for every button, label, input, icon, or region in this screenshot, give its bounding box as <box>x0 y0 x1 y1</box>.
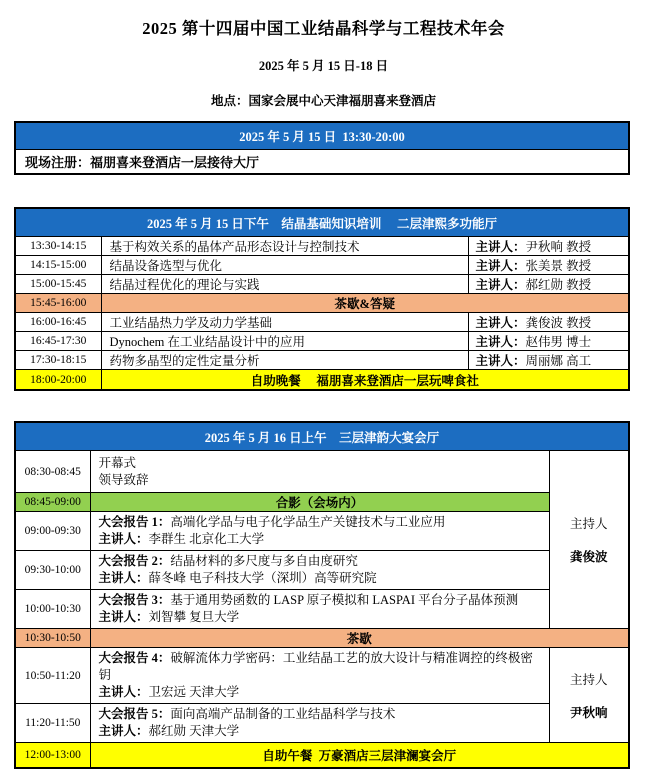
opening-line-1: 开幕式 <box>98 455 137 470</box>
dinner-row <box>15 370 629 391</box>
speaker-label: 主讲人： <box>475 240 526 254</box>
speaker-cell <box>468 256 629 275</box>
speaker-label: 主讲人： <box>475 259 526 273</box>
registration-banner: 2025 年 5 月 15 日 13:30-20:00 <box>15 122 629 150</box>
speaker-label: 主讲人： <box>475 335 526 349</box>
speaker-name: 卫宏远 天津大学 <box>148 685 240 699</box>
speaker-name: 赵伟男 博士 <box>525 335 592 349</box>
time-cell: 14:15-15:00 <box>15 256 101 275</box>
time-cell: 08:45-09:00 <box>15 493 90 512</box>
report-label: 大会报告 1： <box>98 515 171 529</box>
speaker-label: 主讲人： <box>98 610 149 624</box>
speaker-cell <box>468 332 629 351</box>
lunch-row <box>15 743 629 769</box>
training-banner: 2025 年 5 月 15 日下午 结晶基础知识培训 二层津熙多功能厅 <box>15 208 629 237</box>
opening-line-2: 领导致辞 <box>98 472 149 487</box>
host-cell-late-morning <box>549 648 629 743</box>
topic-cell: 药物多晶型的定性定量分析 <box>101 351 468 370</box>
time-cell: 10:50-11:20 <box>15 648 90 704</box>
training-row-1 <box>15 237 629 256</box>
speaker-name: 周丽娜 高工 <box>525 354 592 368</box>
report-cell <box>90 648 549 704</box>
speaker-label: 主讲人： <box>475 278 526 292</box>
report-label: 大会报告 5： <box>98 707 171 721</box>
speaker-name: 薛冬峰 电子科技大学（深圳）高等研究院 <box>148 571 377 585</box>
speaker-cell <box>468 351 629 370</box>
page-header <box>0 15 647 109</box>
conference-dates: 2025 年 5 月 15 日-18 日 <box>258 59 389 73</box>
report-row-4 <box>15 648 629 704</box>
time-cell: 10:00-10:30 <box>15 590 90 629</box>
plenary-banner-row <box>15 422 629 451</box>
training-row-2 <box>15 256 629 275</box>
speaker-cell <box>468 275 629 294</box>
report-title: 破解流体力学密码：工业结晶工艺的放大设计与精准调控的终极密钥 <box>98 651 533 682</box>
tea-break-row <box>15 294 629 313</box>
training-row-4 <box>15 313 629 332</box>
time-cell: 08:30-08:45 <box>15 451 90 493</box>
speaker-name: 刘智攀 复旦大学 <box>148 610 240 624</box>
time-cell: 17:30-18:15 <box>15 351 101 370</box>
training-banner-row <box>15 208 629 237</box>
topic-cell: 结晶设备选型与优化 <box>101 256 468 275</box>
lunch-label: 自助午餐 万豪酒店三层津澜宴会厅 <box>90 743 629 769</box>
host-label: 主持人 <box>569 672 608 687</box>
time-cell: 15:00-15:45 <box>15 275 101 294</box>
tea-break-label: 茶歇&答疑 <box>101 294 629 313</box>
report-row-5 <box>15 704 629 743</box>
training-row-6 <box>15 351 629 370</box>
speaker-name: 龚俊波 教授 <box>525 316 592 330</box>
speaker-cell <box>468 313 629 332</box>
host-label: 主持人 <box>569 517 608 531</box>
speaker-name: 尹秋响 教授 <box>525 240 592 254</box>
registration-banner-row <box>15 122 629 150</box>
tea-break-row <box>15 629 629 648</box>
speaker-label: 主讲人： <box>475 354 526 368</box>
report-cell <box>90 590 549 629</box>
report-row-1 <box>15 512 629 551</box>
host-name: 龚俊波 <box>569 550 608 564</box>
time-cell: 12:00-13:00 <box>15 743 90 769</box>
report-label: 大会报告 4： <box>98 651 171 665</box>
time-cell: 13:30-14:15 <box>15 237 101 256</box>
speaker-name: 张美景 教授 <box>525 259 592 273</box>
tea-break-label: 茶歇 <box>90 629 629 648</box>
conference-title: 2025 第十四届中国工业结晶科学与工程技术年会 <box>142 19 505 38</box>
report-title: 基于通用势函数的 LASP 原子模拟和 LASPAI 平台分子晶体预测 <box>170 593 519 607</box>
training-row-5 <box>15 332 629 351</box>
report-row-2 <box>15 551 629 590</box>
report-row-3 <box>15 590 629 629</box>
topic-cell: 工业结晶热力学及动力学基础 <box>101 313 468 332</box>
speaker-name: 郝红勋 教授 <box>525 278 592 292</box>
report-label: 大会报告 3： <box>98 593 171 607</box>
report-label: 大会报告 2： <box>98 554 171 568</box>
plenary-table <box>14 421 630 769</box>
time-cell: 16:45-17:30 <box>15 332 101 351</box>
time-cell: 10:30-10:50 <box>15 629 90 648</box>
report-cell <box>90 512 549 551</box>
group-photo-label: 合影（会场内） <box>90 493 549 512</box>
group-photo-row <box>15 493 629 512</box>
time-cell: 09:00-09:30 <box>15 512 90 551</box>
report-title: 面向高端产品制备的工业结晶科学与技术 <box>170 707 396 721</box>
registration-row <box>15 150 629 175</box>
time-cell: 18:00-20:00 <box>15 370 101 391</box>
speaker-label: 主讲人： <box>98 724 149 738</box>
speaker-label: 主讲人： <box>98 685 149 699</box>
host-cell-morning <box>549 451 629 629</box>
speaker-label: 主讲人： <box>98 571 149 585</box>
speaker-label: 主讲人： <box>475 316 526 330</box>
plenary-banner: 2025 年 5 月 16 日上午 三层津韵大宴会厅 <box>15 422 629 451</box>
topic-cell: 结晶过程优化的理论与实践 <box>101 275 468 294</box>
dinner-label: 自助晚餐 福朋喜来登酒店一层玩啤食社 <box>101 370 629 391</box>
host-name: 尹秋响 <box>569 705 608 720</box>
time-cell: 16:00-16:45 <box>15 313 101 332</box>
topic-cell: Dynochem 在工业结晶设计中的应用 <box>101 332 468 351</box>
time-cell: 09:30-10:00 <box>15 551 90 590</box>
time-cell: 15:45-16:00 <box>15 294 101 313</box>
speaker-name: 郝红勋 天津大学 <box>148 724 240 738</box>
speaker-cell <box>468 237 629 256</box>
training-table <box>14 207 630 391</box>
report-title: 结晶材料的多尺度与多自由度研究 <box>170 554 358 568</box>
conference-location: 地点：国家会展中心天津福朋喜来登酒店 <box>210 94 436 108</box>
opening-cell <box>90 451 549 493</box>
opening-row <box>15 451 629 493</box>
speaker-name: 李群生 北京化工大学 <box>148 532 265 546</box>
topic-cell: 基于构效关系的晶体产品形态设计与控制技术 <box>101 237 468 256</box>
registration-table <box>14 121 630 175</box>
report-cell <box>90 551 549 590</box>
report-title: 高端化学品与电子化学品生产关键技术与工业应用 <box>170 515 446 529</box>
registration-note: 现场注册：福朋喜来登酒店一层接待大厅 <box>15 150 629 175</box>
speaker-label: 主讲人： <box>98 532 149 546</box>
report-cell <box>90 704 549 743</box>
time-cell: 11:20-11:50 <box>15 704 90 743</box>
training-row-3 <box>15 275 629 294</box>
